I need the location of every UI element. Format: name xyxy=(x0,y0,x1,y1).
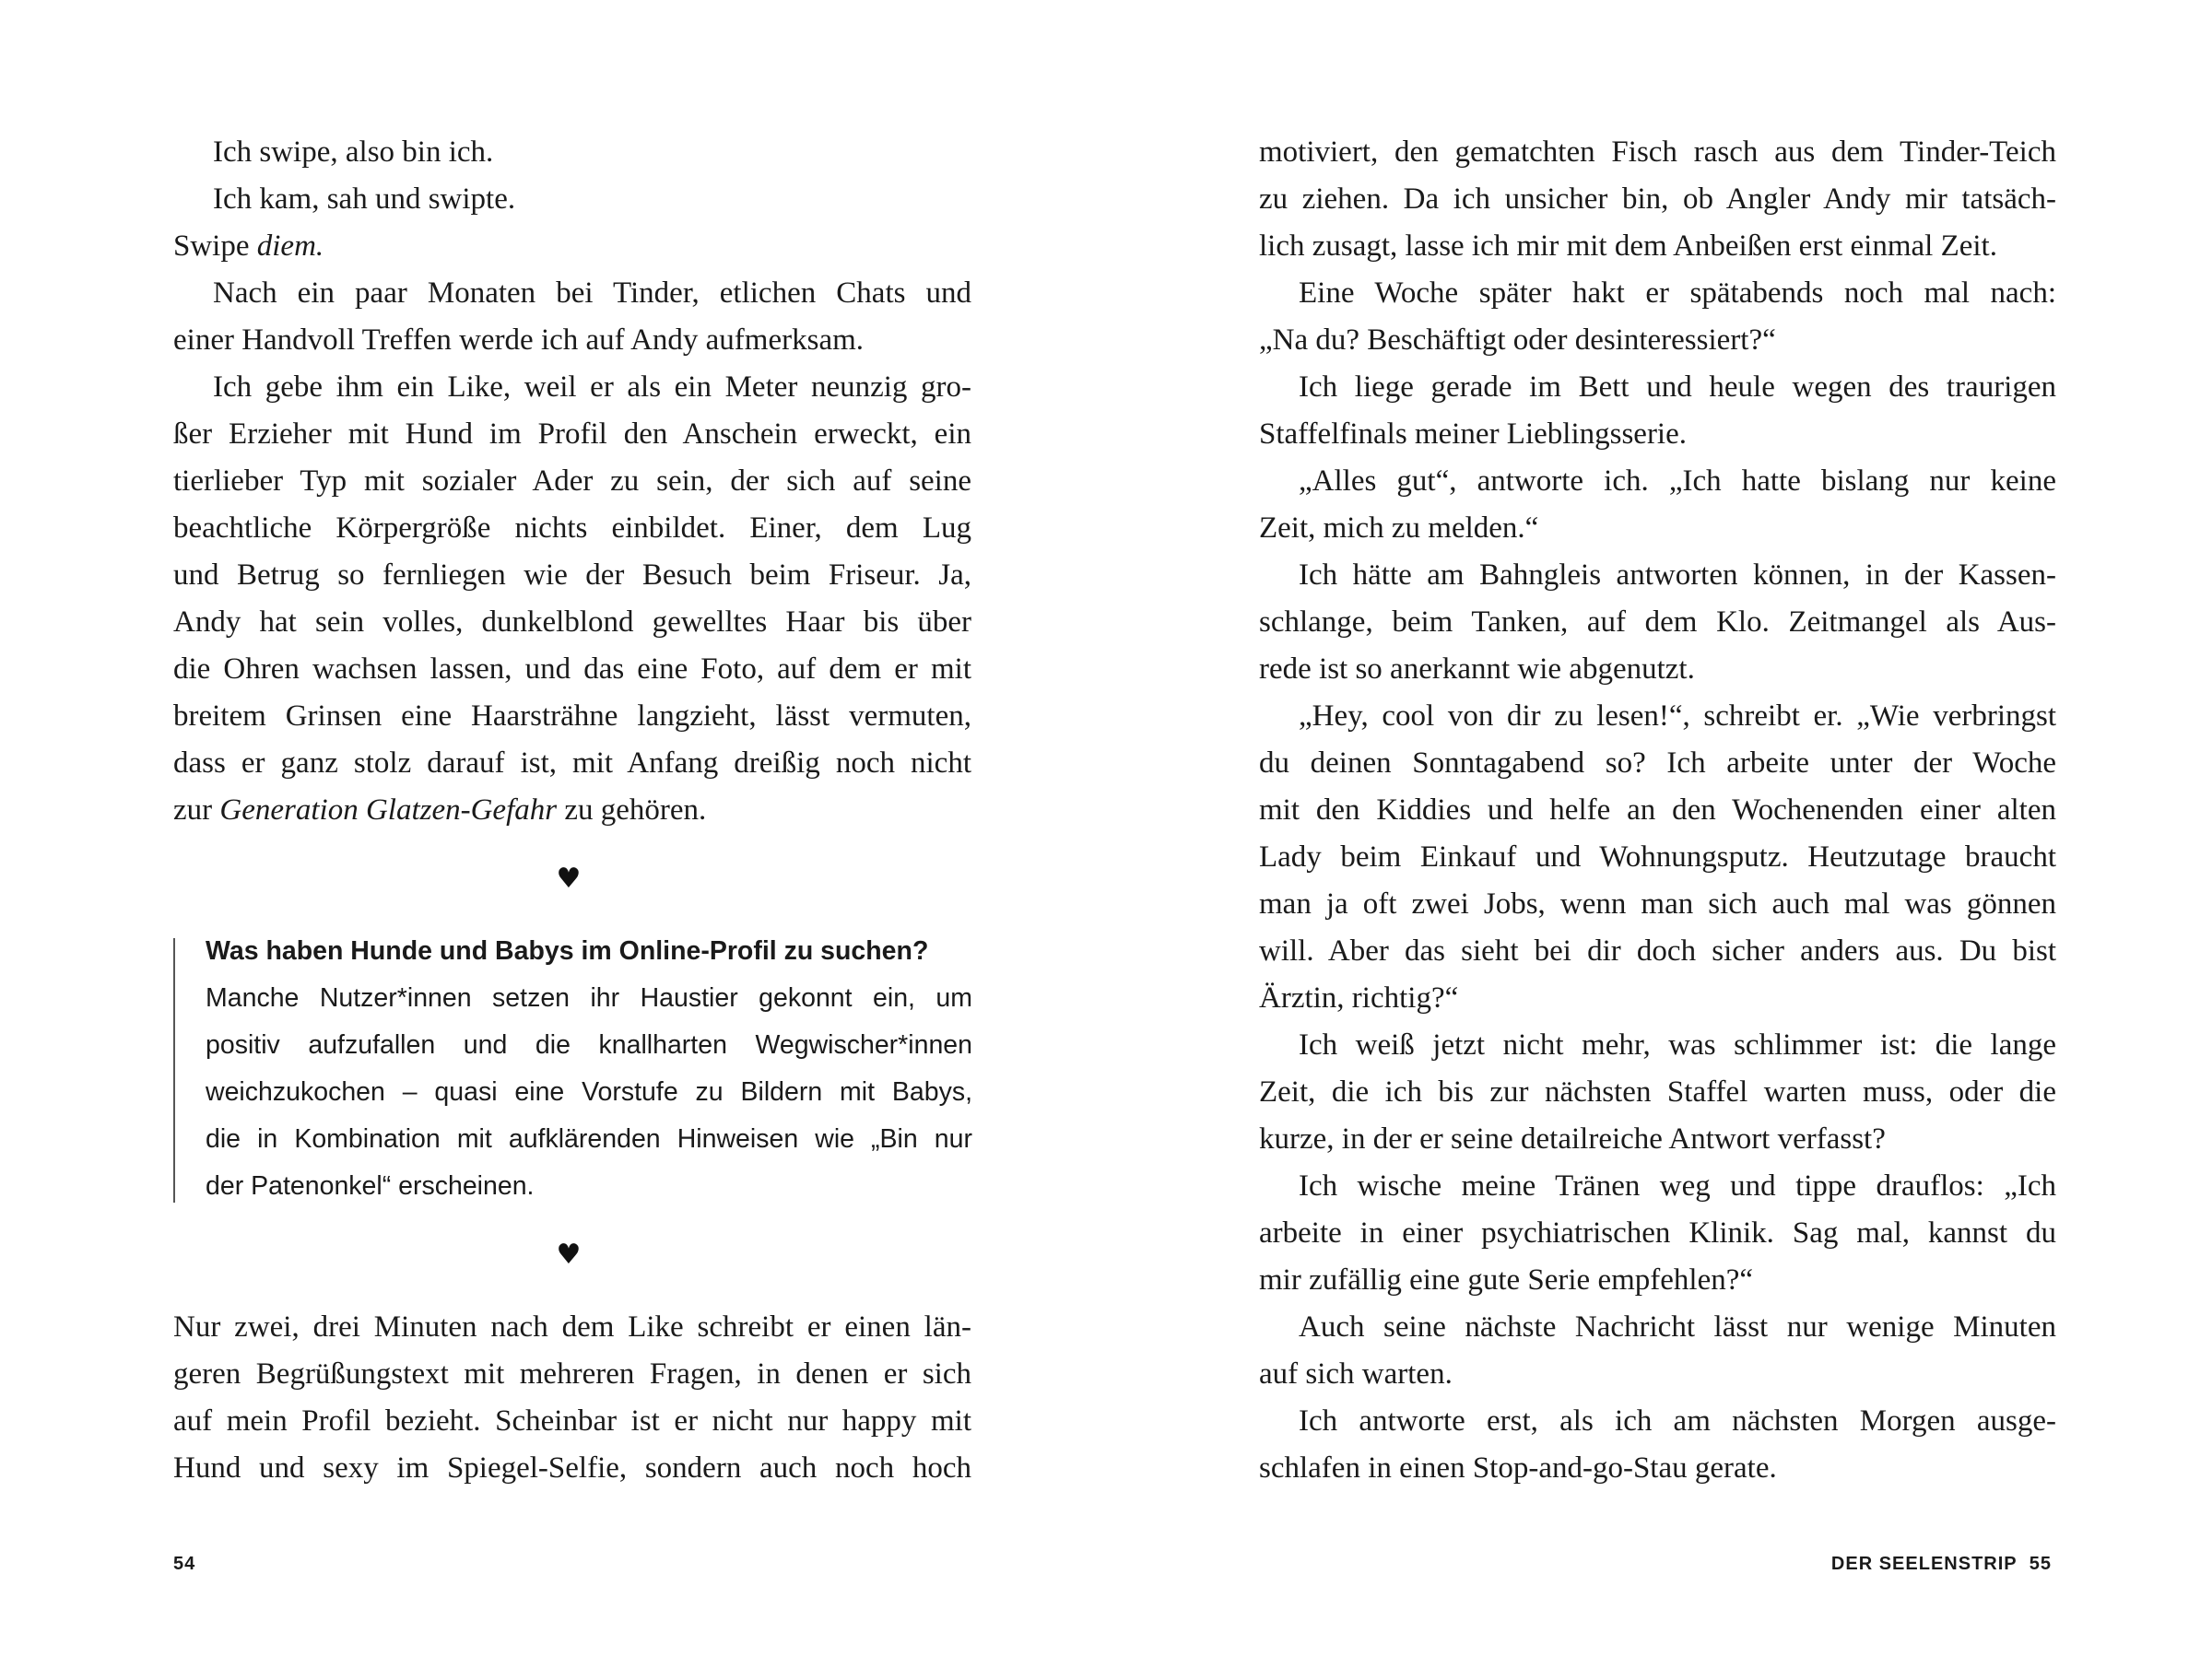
text-run: will. Aber das sieht bei dir doch sicher anders aus. Du bist xyxy=(1259,934,2056,968)
text-run: Ich swipe, also bin ich. xyxy=(213,135,494,169)
body-line xyxy=(173,1445,971,1492)
text-run: Manche Nutzer*innen setzen ihr Haustier gekonnt ein, um xyxy=(206,983,972,1013)
body-line xyxy=(1259,411,2056,458)
heart-icon: ♥ xyxy=(556,1239,582,1271)
body-line xyxy=(1259,505,2056,552)
text-run: rede ist so anerkannt wie abgenutzt. xyxy=(1259,652,1695,686)
text-run: auf sich warten. xyxy=(1259,1357,1453,1391)
body-line xyxy=(173,223,971,270)
body-line xyxy=(173,270,971,317)
text-run: motiviert, den gematchten Fisch rasch aus dem Tinder-Teich xyxy=(1259,135,2056,169)
body-line xyxy=(1259,1304,2056,1351)
body-line xyxy=(1259,270,2056,317)
body-line xyxy=(1259,1069,2056,1116)
text-run: Zeit, mich zu melden.“ xyxy=(1259,511,1539,545)
footer-right xyxy=(1831,1550,2052,1578)
body-line xyxy=(1259,693,2056,740)
body-line xyxy=(1259,1351,2056,1398)
italic-text: diem. xyxy=(256,229,324,263)
text-run: tierlieber Typ mit sozialer Ader zu sein, der sich auf seine xyxy=(173,464,971,498)
text-run: Eine Woche später hakt er spätabends noch mal nach: xyxy=(1299,276,2056,310)
text-run: Zeit, die ich bis zur nächsten Staffel warten muss, oder die xyxy=(1259,1075,2056,1109)
text-run: Staffelfinals meiner Lieblingsserie. xyxy=(1259,417,1687,451)
text-run: mir zufällig eine gute Serie empfehlen?“ xyxy=(1259,1263,1754,1297)
sidebar-line xyxy=(206,1163,972,1210)
page-number-left: 54 xyxy=(173,1554,196,1574)
text-run: zu gehören. xyxy=(557,793,707,827)
text-run: lich zusagt, lasse ich mir mit dem Anbeißen erst einmal Zeit. xyxy=(1259,229,1997,263)
body-line xyxy=(1259,1116,2056,1163)
body-line xyxy=(173,693,971,740)
text-run: die in Kombination mit aufklärenden Hinweisen wie „Bin nur xyxy=(206,1124,972,1154)
text-run: kurze, in der er seine detailreiche Antwort verfasst? xyxy=(1259,1122,1886,1156)
body-line xyxy=(173,176,971,223)
text-run: beachtliche Körpergröße nichts einbildet. Einer, dem Lug xyxy=(173,511,971,545)
page-number-right: 55 xyxy=(2029,1554,2052,1574)
body-line xyxy=(173,599,971,646)
body-line xyxy=(173,317,971,364)
body-line xyxy=(173,411,971,458)
text-run: positiv aufzufallen und die knallharten Wegwischer*innen xyxy=(206,1030,972,1060)
text-run: zur xyxy=(173,793,220,827)
text-run: auf mein Profil bezieht. Scheinbar ist er nicht nur happy mit xyxy=(173,1404,971,1438)
body-line xyxy=(173,740,971,787)
sidebar-line xyxy=(206,1069,972,1116)
text-run: mit den Kiddies und helfe an den Wochenenden einer alten xyxy=(1259,793,2056,827)
text-run: Swipe xyxy=(173,229,257,263)
body-line xyxy=(1259,834,2056,881)
text-run: ßer Erzieher mit Hund im Profil den Anschein erweckt, ein xyxy=(173,417,971,451)
text-run: Ich kam, sah und swipte. xyxy=(213,182,516,216)
body-line xyxy=(173,364,971,411)
text-run: breitem Grinsen eine Haarsträhne langzieht, lässt vermuten, xyxy=(173,699,971,733)
heart-icon: ♥ xyxy=(556,863,582,895)
text-run: Hund und sexy im Spiegel-Selfie, sondern auch noch hoch xyxy=(173,1451,971,1485)
body-line xyxy=(1259,1163,2056,1210)
running-head: DER SEELENSTRIP xyxy=(1830,1554,2018,1574)
body-line xyxy=(173,1351,971,1398)
text-run: Ich weiß jetzt nicht mehr, was schlimmer ist: die lange xyxy=(1299,1028,2056,1062)
text-run: zu ziehen. Da ich unsicher bin, ob Angler Andy mir tatsäch- xyxy=(1259,182,2056,216)
body-line xyxy=(1259,552,2056,599)
text-run: Nach ein paar Monaten bei Tinder, etlichen Chats und xyxy=(213,276,971,310)
body-line xyxy=(1259,928,2056,975)
body-line xyxy=(1259,176,2056,223)
body-line xyxy=(1259,787,2056,834)
text-run: dass er ganz stolz darauf ist, mit Anfang dreißig noch nicht xyxy=(173,746,971,780)
body-line xyxy=(173,505,971,552)
text-run: „Na du? Beschäftigt oder desinteressiert?“ xyxy=(1259,323,1776,357)
body-line xyxy=(173,458,971,505)
body-line xyxy=(1259,1445,2056,1492)
text-run: Andy hat sein volles, dunkelblond gewelltes Haar bis über xyxy=(173,605,971,639)
body-line xyxy=(1259,975,2056,1022)
body-line xyxy=(1259,599,2056,646)
body-line xyxy=(173,1304,971,1351)
text-run: Auch seine nächste Nachricht lässt nur wenige Minuten xyxy=(1299,1310,2056,1344)
body-line xyxy=(1259,1257,2056,1304)
body-line xyxy=(173,787,971,834)
text-run: geren Begrüßungstext mit mehreren Fragen, in denen er sich xyxy=(173,1357,971,1391)
body-line xyxy=(1259,317,2056,364)
italic-text: Generation Glatzen-Gefahr xyxy=(219,793,558,827)
text-run: schlafen in einen Stop-and-go-Stau gerate. xyxy=(1259,1451,1777,1485)
text-run: Lady beim Einkauf und Wohnungsputz. Heutzutage braucht xyxy=(1259,840,2056,874)
text-run: die Ohren wachsen lassen, und das eine Foto, auf dem er mit xyxy=(173,652,971,686)
body-line xyxy=(173,646,971,693)
text-run: man ja oft zwei Jobs, wenn man sich auch mal was gönnen xyxy=(1259,887,2056,921)
text-run: Ärztin, richtig?“ xyxy=(1259,981,1459,1015)
body-line xyxy=(1259,129,2056,176)
sidebar-line xyxy=(206,928,972,975)
body-line xyxy=(1259,740,2056,787)
text-run: „Alles gut“, antworte ich. „Ich hatte bislang nur keine xyxy=(1299,464,2056,498)
text-run: Ich wische meine Tränen weg und tippe drauflos: „Ich xyxy=(1299,1169,2056,1203)
text-run: einer Handvoll Treffen werde ich auf Andy aufmerksam. xyxy=(173,323,865,357)
body-line xyxy=(1259,1398,2056,1445)
text-run: der Patenonkel“ erscheinen. xyxy=(206,1171,535,1201)
body-line xyxy=(1259,458,2056,505)
text-run: du deinen Sonntagabend so? Ich arbeite unter der Woche xyxy=(1259,746,2056,780)
sidebar-line xyxy=(206,1022,972,1069)
text-run: arbeite in einer psychiatrischen Klinik. Sag mal, kannst du xyxy=(1259,1216,2056,1250)
text-run: Nur zwei, drei Minuten nach dem Like schreibt er einen län- xyxy=(173,1310,971,1344)
body-line xyxy=(1259,646,2056,693)
body-line xyxy=(1259,223,2056,270)
text-run: und Betrug so fernliegen wie der Besuch beim Friseur. Ja, xyxy=(173,558,971,592)
body-line xyxy=(1259,881,2056,928)
body-line xyxy=(1259,1022,2056,1069)
body-line xyxy=(173,129,971,176)
sidebar-line xyxy=(206,1116,972,1163)
body-line xyxy=(1259,364,2056,411)
body-line xyxy=(173,552,971,599)
text-run: Ich gebe ihm ein Like, weil er als ein Meter neunzig gro- xyxy=(213,370,971,404)
body-line xyxy=(1259,1210,2056,1257)
text-run: weichzukochen – quasi eine Vorstufe zu Bildern mit Babys, xyxy=(206,1077,972,1107)
text-run: „Hey, cool von dir zu lesen!“, schreibt er. „Wie verbringst xyxy=(1299,699,2056,733)
text-run: schlange, beim Tanken, auf dem Klo. Zeitmangel als Aus- xyxy=(1259,605,2056,639)
text-run: Ich antworte erst, als ich am nächsten Morgen ausge- xyxy=(1299,1404,2056,1438)
sidebar-rule xyxy=(173,938,175,1203)
text-run: Ich hätte am Bahngleis antworten können, in der Kassen- xyxy=(1299,558,2056,592)
text-run: Was haben Hunde und Babys im Online-Profil zu suchen? xyxy=(206,936,929,966)
text-run: Ich liege gerade im Bett und heule wegen des traurigen xyxy=(1299,370,2056,404)
body-line xyxy=(173,1398,971,1445)
sidebar-line xyxy=(206,975,972,1022)
